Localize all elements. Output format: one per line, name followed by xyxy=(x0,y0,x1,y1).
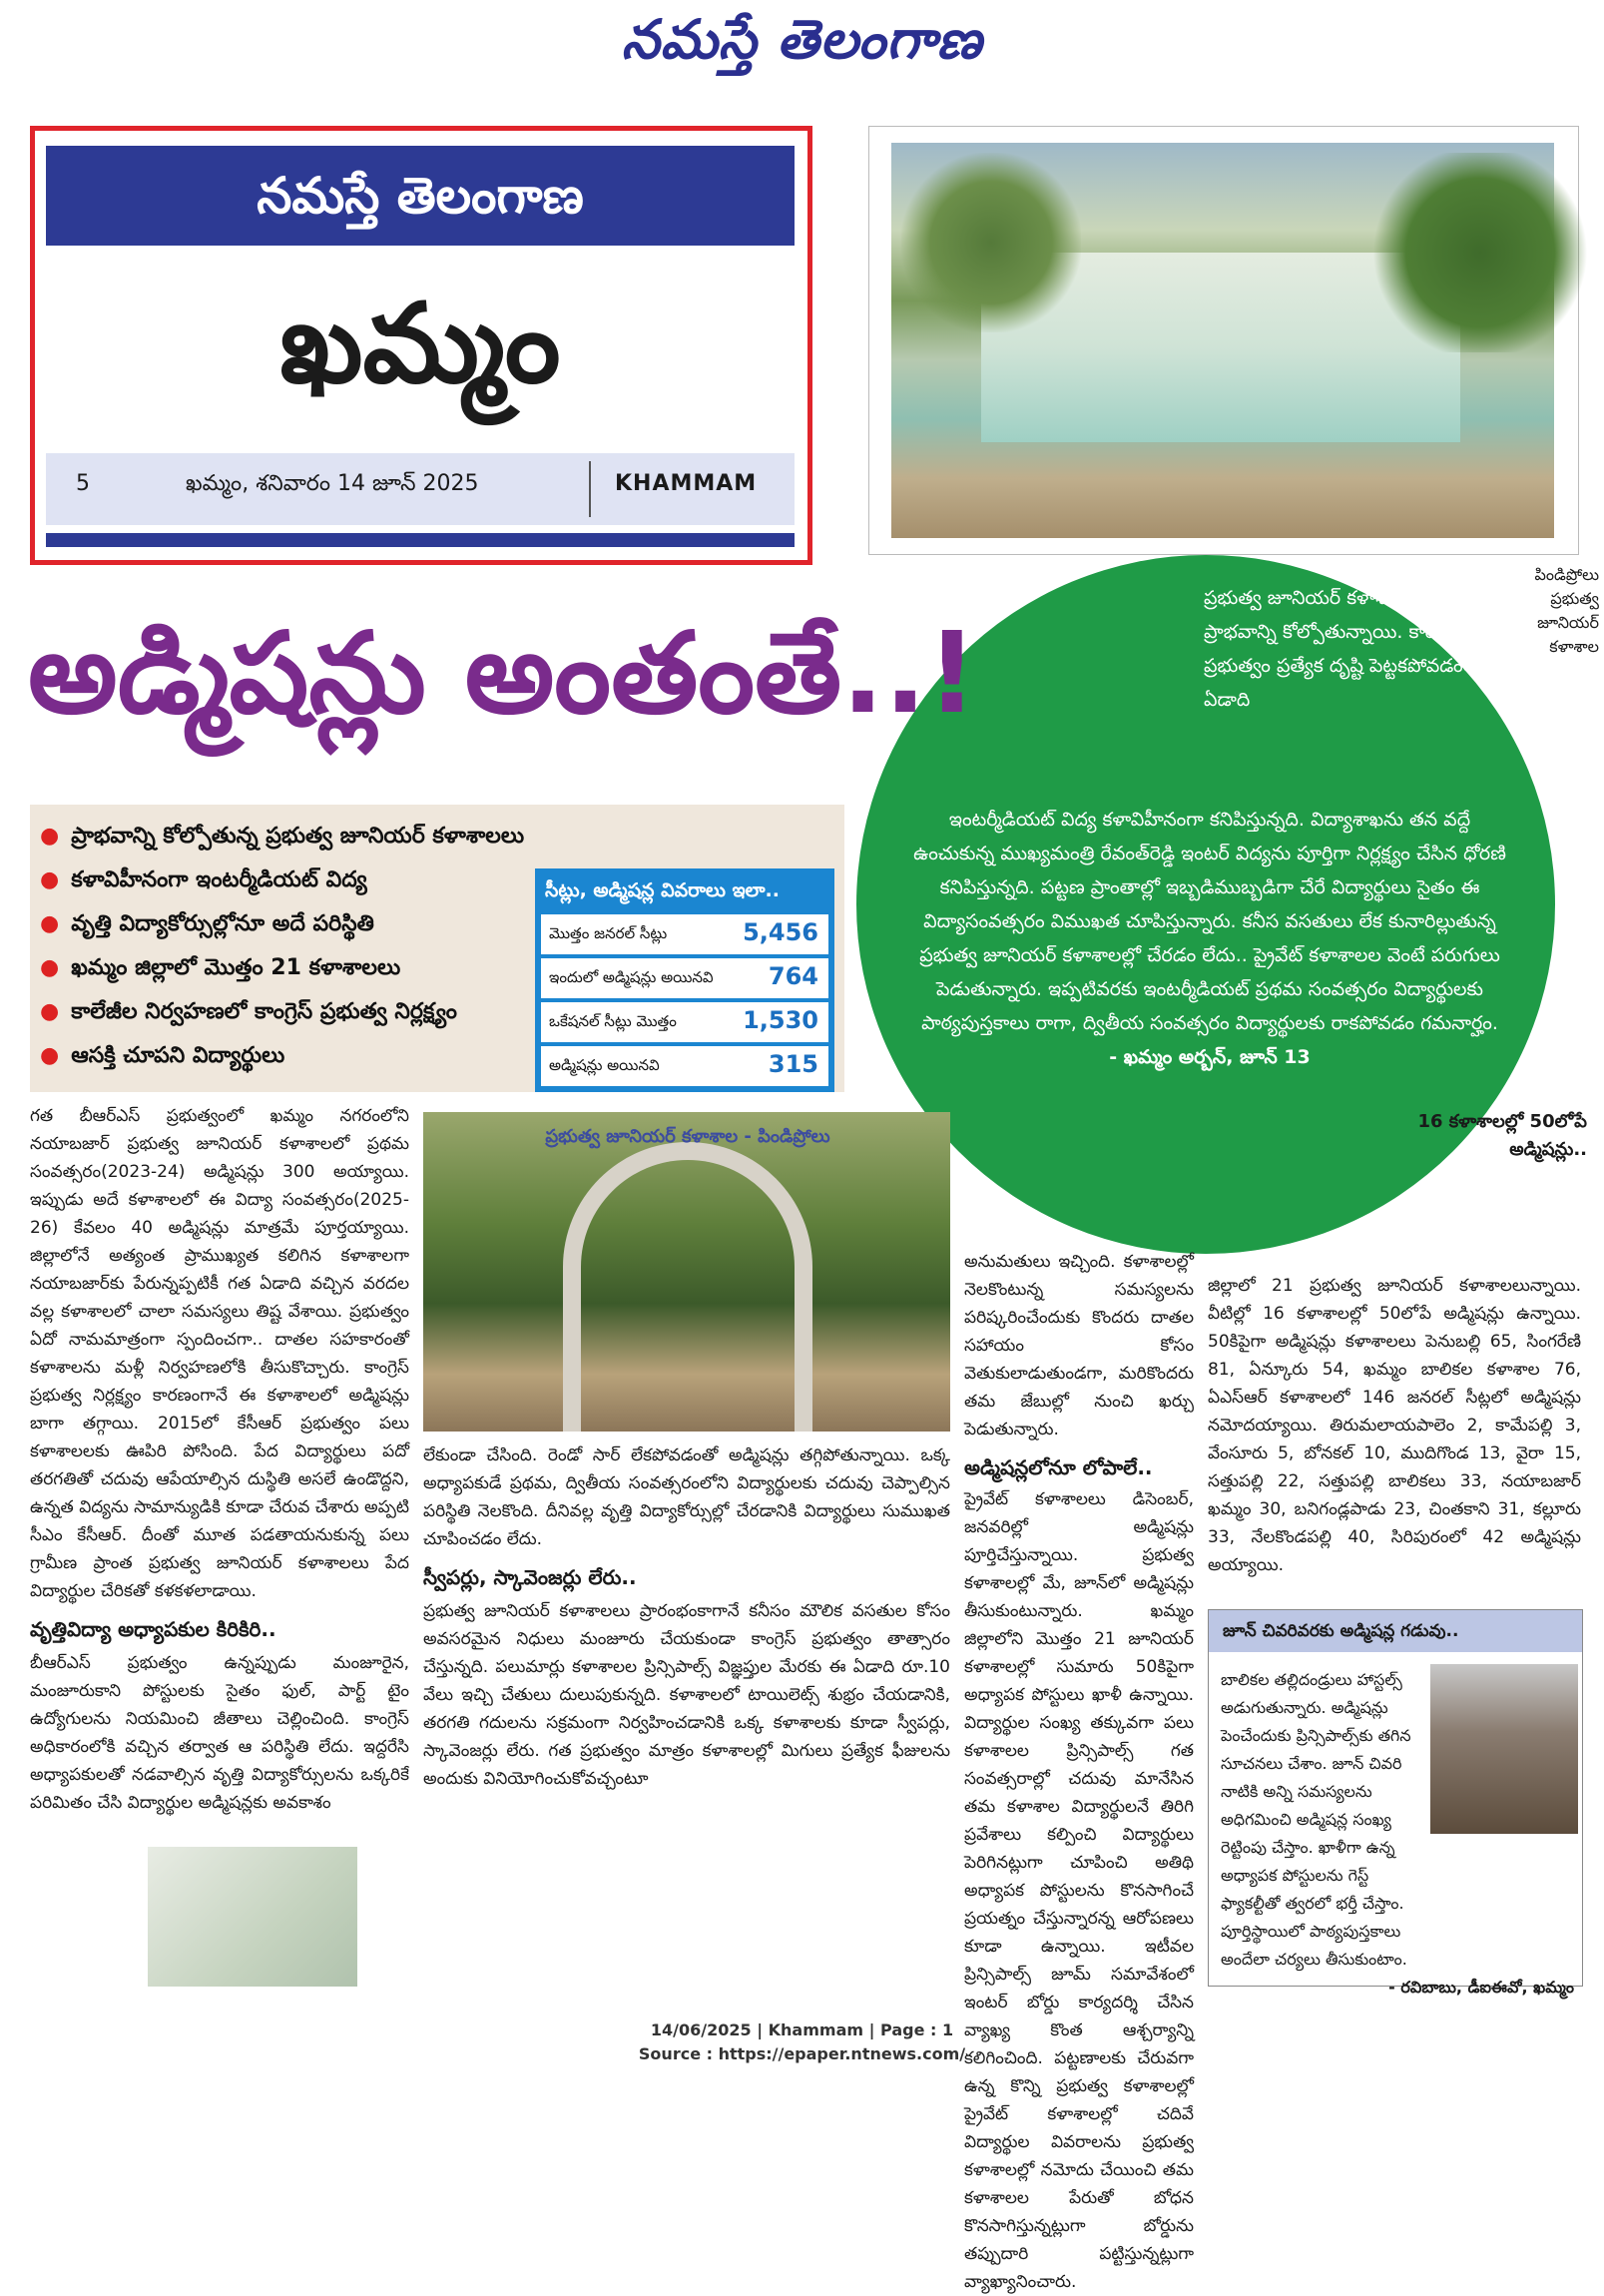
bullet-icon: ● xyxy=(40,999,60,1024)
brand-banner: నమస్తే తెలంగాణ xyxy=(46,146,795,246)
bullet-icon: ● xyxy=(40,911,60,936)
paragraph: జిల్లాలో 21 ప్రభుత్వ జూనియర్ కళాశాలలున్నాయి. వీటిల్లో 16 కళాశాలల్లో 50లోపే అడ్మిషన్లు ఉన్నాయి. 50కిపైగా అడ్మిషన్లు కళాశాలలు పెనుబల్లి 65, సింగరేణి 81, ఏన్కూరు 54, ఖమ్మం బాలికల కళాశాల 76, ఏఎస్‌ఆర్ కళాశాలలో 146 జనరల్ సీట్లలో అడ్మిషన్లు నమోదయ్యాయి. తిరుమలాయపాలెం 2, కామేపల్లి 3, వేంసూరు 5, బోనకల్ 10, ముదిగొండ 13, వైరా 15, సత్తుపల్లి 22, సత్తుపల్లి బాలికలు 33, నయాబజార్ ఖమ్మం 30, బనిగండ్లపాడు 23, చింతకాని 31, కల్లూరు 33, నేలకొండపల్లి 40, సిరిపురంలో 42 అడ్మిషన్లు అయ్యాయి. xyxy=(1208,1276,1581,1575)
seats-label: ఒకేషనల్ సీట్లు మొత్తం xyxy=(549,1012,677,1030)
quote-box-body xyxy=(1221,1666,1574,2002)
tree-shape xyxy=(1370,153,1590,352)
page-footer xyxy=(0,2018,1604,2066)
paragraph: ప్రైవేట్ కళాశాలలు డిసెంబర్, జనవరిల్లో అడ్మిషన్లు పూర్తిచేస్తున్నాయి. ప్రభుత్వ కళాశాలల్లో మే, జూన్‌లో అడ్మిషన్లు తీసుకుంటున్నారు. ఖమ్మం జిల్లాలోని మొత్తం 21 జూనియర్ కళాశాలల్లో సుమారు 50కిపైగా అధ్యాపక పోస్టులు ఖాళీ ఉన్నాయి. విద్యార్థుల సంఖ్య తక్కువగా పలు కళాశాలల ప్రిన్సిపాల్స్ గత సంవత్సరాల్లో చదువు మానేసిన తమ కళాశాల విద్యార్థులనే తిరిగి ప్రవేశాలు కల్పించి విద్యార్థులు పెరిగినట్లుగా చూపించి అతిథి అధ్యాపక పోస్టులను కొనసాగించే ప్రయత్నం చేస్తున్నారన్న ఆరోపణలు కూడా ఉన్నాయి. ఇటీవల ప్రిన్సిపాల్స్ జూమ్ సమావేశంలో ఇంటర్ బోర్డు కార్యదర్శి చేసిన వ్యాఖ్య కొంత ఆశ్చర్యాన్ని కలిగించింది. పట్టణాలకు చేరువగా ఉన్న కొన్ని ప్రభుత్వ కళాశాలల్లో ప్రైవేట్ కళాశాలల్లో చదివే విద్యార్థుల వివరాలను ప్రభుత్వ కళాశాలల్లో నమోదు చేయించి తమ కళాశాలల పేరుతో బోధన కొనసాగిస్తున్నట్లుగా బోర్డును తప్పుదారి పట్టిస్తున్నట్లుగా వ్యాఖ్యానించారు. xyxy=(964,1489,1194,2292)
date-line: ఖమ్మం, శనివారం 14 జూన్ 2025 xyxy=(186,471,479,496)
seats-row xyxy=(541,1046,828,1086)
arch-sign: ప్రభుత్వ జూనియర్ కళాశాల - పిండిప్రోలు xyxy=(545,1126,830,1147)
subheading: వృత్తివిద్యా అధ్యాపకుల కిరికిరి.. xyxy=(30,1617,276,1641)
paragraph: అనుమతులు ఇచ్చింది. కళాశాలల్లో నెలకొంటున్న సమస్యలను పరిష్కరించేందుకు కొందరు దాతల సహాయం కోసం వెతుకులాడుతుండగా, మరికొందరు తమ జేబుల్లో నుంచి ఖర్చు పెడుతున్నారు. xyxy=(964,1252,1194,1439)
footer-date-line: 14/06/2025 | Khammam | Page : 1 xyxy=(650,2020,954,2039)
seats-row xyxy=(541,1002,828,1042)
article-column-4 xyxy=(1208,1272,1581,1579)
highlight-text: ఖమ్మం జిల్లాలో మొత్తం 21 కళాశాలలు xyxy=(71,955,401,980)
article-column-2 xyxy=(423,1441,950,1793)
highlight-text: కళావిహీనంగా ఇంటర్మీడియట్ విద్య xyxy=(71,867,367,892)
highlight-text: ప్రాభవాన్ని కోల్పోతున్న ప్రభుత్వ జూనియర్ కళాశాలలు xyxy=(71,824,525,849)
seats-row xyxy=(541,914,828,954)
quote-byline: - రవిబాబు, డీఐఈవో, ఖమ్మం xyxy=(1388,1978,1574,1997)
highlight-text: వృత్తి విద్యాకోర్సుల్లోనూ అదే పరిస్థితి xyxy=(71,911,374,936)
seats-label: అడ్మిషన్లు అయినవి xyxy=(549,1056,660,1074)
circle-body-text: ఇంటర్మీడియట్ విద్య కళావిహీనంగా కనిపిస్తున్నది. విద్యాశాఖను తన వద్దే ఉంచుకున్న ముఖ్యమంత్రి రేవంత్‌రెడ్డి ఇంటర్ విద్యను పూర్తిగా నిర్లక్ష్యం చేసిన ధోరణి కనిపిస్తున్నది. పట్టణ ప్రాంతాల్లో ఇబ్బడిముబ్బడిగా చేరే విద్యార్థులు సైతం ఈ విద్యాసంవత్సరం విముఖత చూపిస్తున్నారు. కనీస వసతులు లేక కునారిల్లుతున్న ప్రభుత్వ జూనియర్ కళాశాలల్లో చేరడం లేదు.. ప్రైవేట్ కళాశాలల వెంటే పరుగులు పెడుతున్నారు. ఇప్పటివరకు ఇంటర్మీడియట్ ప్రథమ సంవత్సరం విద్యార్థులకు పాఠ్యపుస్తకాలు రాగా, ద్వితీయ సంవత్సరం విద్యార్థులకు రాకపోవడం గమనార్హం. xyxy=(913,809,1506,1034)
seats-value: 5,456 xyxy=(743,918,818,946)
seats-info-box xyxy=(535,868,834,1092)
paragraph: బీఆర్‌ఎస్ ప్రభుత్వం ఉన్నప్పుడు మంజూరైన, మంజూరుకాని పోస్టులకు సైతం ఫుల్, పార్ట్ టైం ఉద్యోగులను నియమించి జీతాలు చెల్లించింది. కాంగ్రెస్ అధికారంలోకి వచ్చిన తర్వాత ఆ పరిస్థితి లేదు. ఇద్దరేసి అధ్యాపకులతో నడవాల్సిన వృత్తి విద్యాకోర్సులను ఒక్కరికే పరిమితం చేసి విద్యార్థుల అడ్మిషన్లకు అవకాశం xyxy=(30,1653,409,1813)
highlight-item xyxy=(40,815,844,859)
footer-source-link[interactable]: Source : https://epaper.ntnews.com/ xyxy=(638,2044,966,2063)
college-gate-photo xyxy=(423,1112,950,1432)
divider xyxy=(589,461,591,517)
highlight-text: కాలేజీల నిర్వహణలో కాంగ్రెస్ ప్రభుత్వ నిర్లక్ష్యం xyxy=(71,999,457,1024)
seats-value: 764 xyxy=(768,962,818,990)
quote-box-title: జూన్ చివరివరకు అడ్మిషన్ల గడువు.. xyxy=(1209,1610,1582,1652)
highlight-text: ఆసక్తి చూపని విద్యార్థులు xyxy=(71,1043,285,1068)
photo-image xyxy=(891,143,1554,538)
quote-text: బాలికల తల్లిదండ్రులు హాస్టల్స్ అడుగుతున్నారు. అడ్మిషన్లు పెంచేందుకు ప్రిన్సిపాల్స్‌కు తగిన సూచనలు చేశాం. జూన్ చివరి నాటికి అన్ని సమస్యలను అధిగమించి అడ్మిషన్ల సంఖ్య రెట్టింపు చేస్తాం. ఖాళీగా ఉన్న అధ్యాపక పోస్టులను గెస్ట్ ఫ్యాకల్టీతో త్వరలో భర్తీ చేస్తాం. పూర్తిస్థాయిలో పాఠ్యపుస్తకాలు అందేలా చర్యలు తీసుకుంటాం. xyxy=(1221,1670,1411,1969)
college-building-photo xyxy=(868,126,1579,555)
circle-byline: - ఖమ్మం అర్బన్, జూన్ 13 xyxy=(1109,1046,1311,1068)
page-number: 5 xyxy=(76,471,90,496)
paragraph: లేకుండా చేసింది. రెండో సార్ లేకపోవడంతో అడ్మిషన్లు తగ్గిపోతున్నాయి. ఒక్క అధ్యాపకుడే ప్రథమ, ద్వితీయ సంవత్సరంలోని విద్యార్థులకు చదువు చెప్పాల్సిన పరిస్థితి నెలకొంది. దీనివల్ల వృత్తి విద్యాకోర్సుల్లో చేరడానికి విద్యార్థులు సుముఖత చూపించడం లేదు. xyxy=(423,1445,950,1549)
seats-value: 1,530 xyxy=(743,1006,818,1034)
edition-city: ఖమ్మం xyxy=(279,280,561,407)
article-column-3 xyxy=(964,1248,1194,1481)
side-callout: 16 కళాశాలల్లో 50లోపే అడ్మిషన్లు.. xyxy=(1417,1111,1587,1160)
bullet-icon: ● xyxy=(40,955,60,980)
bullet-icon: ● xyxy=(40,824,60,849)
seats-title: సీట్లు, అడ్మిషన్ల వివరాలు ఇలా.. xyxy=(535,868,834,912)
subheading: స్వీపర్లు, స్కావెంజర్లు లేరు.. xyxy=(423,1565,637,1589)
paragraph: ప్రభుత్వ జూనియర్ కళాశాలలు ప్రారంభంకాగానే కనీసం మౌలిక వసతుల కోసం అవసరమైన నిధులు మంజూరు చేయకుండా కాంగ్రెస్ ప్రభుత్వం తాత్సారం చేస్తున్నది. పలుమార్లు కళాశాలల ప్రిన్సిపాల్స్ విజ్ఞప్తుల మేరకు ఈ ఏడాది రూ.10 వేలు ఇచ్చి చేతులు దులుపుకున్నది. కళాశాలలో టాయిలెట్స్ శుభ్రం చేయడానికి, తరగతి గదులను సక్రమంగా నిర్వహించడానికి ఒక్క కళాశాలకు కూడా స్వీపర్లు, స్కావెంజర్లు లేరు. గత ప్రభుత్వం మాత్రం కళాశాలల్లో మిగులు ప్రత్యేక ఫీజులను అందుకు వినియోగించుకోవచ్చంటూ xyxy=(423,1601,950,1789)
seats-row xyxy=(541,958,828,998)
article-column-3b xyxy=(964,1485,1194,2296)
header-bottom-bar xyxy=(46,533,795,547)
photo-caption: పిండిప్రోలు ప్రభుత్వ జూనియర్ కళాశాల xyxy=(1534,565,1599,656)
building-corner-photo xyxy=(148,1847,357,1987)
seats-label: ఇందులో అడ్మిషన్లు అయినవి xyxy=(549,968,714,986)
gate-arch xyxy=(563,1142,812,1432)
seats-label: మొత్తం జనరల్ సీట్లు xyxy=(549,924,668,942)
edition-name: KHAMMAM xyxy=(615,471,758,496)
masthead-logo: నమస్తే తెలంగాణ xyxy=(621,8,983,71)
headline: అడ్మిషన్లు అంతంతే..! xyxy=(28,609,978,739)
edition-header xyxy=(46,146,795,545)
tree-shape xyxy=(901,153,1081,332)
edition-info-strip xyxy=(46,453,795,525)
seats-value: 315 xyxy=(768,1050,818,1078)
bullet-icon: ● xyxy=(40,867,60,892)
bullet-icon: ● xyxy=(40,1043,60,1068)
paragraph: గత బీఆర్‌ఎస్ ప్రభుత్వంలో ఖమ్మం నగరంలోని నయాబజార్ ప్రభుత్వ జూనియర్ కళాశాలలో ప్రథమ సంవత్సరం(2023-24) అడ్మిషన్లు 300 అయ్యాయి. ఇప్పుడు అదే కళాశాలలో ఈ విద్యా సంవత్సరం(2025-26) కేవలం 40 అడ్మిషన్లు మాత్రమే పూర్తయ్యాయి. జిల్లాలోనే అత్యంత ప్రాముఖ్యత కలిగిన కళాశాలగా నయాబజార్‌కు పేరున్నప్పటికీ గత ఏడాది వచ్చిన వరదల వల్ల కళాశాలలో చాలా సమస్యలు తిష్ట వేశాయి. ప్రభుత్వం ఏదో నామమాత్రంగా స్పందించగా.. దాతల సహకారంతో కళాశాలను మళ్లీ నిర్వహణలోకి తీసుకొచ్చారు. కాంగ్రెస్ ప్రభుత్వ నిర్లక్ష్యం కారణంగానే ఈ కళాశాలలో అడ్మిషన్లు బాగా తగ్గాయి. 2015లో కేసీఆర్ ప్రభుత్వం పలు కళాశాలలకు ఊపిరి పోసింది. పేద విద్యార్థులు పదో తరగతితో చదువు ఆపేయాల్సిన దుస్థితి అసలే ఉండొద్దని, ఉన్నత విద్యను సామాన్యుడికి కూడా చేరువ చేశారు అప్పటి సీఎం కేసీఆర్. దీంతో మూత పడతాయనుకున్న పలు గ్రామీణ ప్రాంత ప్రభుత్వ జూనియర్ కళాశాలలు పేద విద్యార్థుల చేరికతో కళకళలాడాయి. xyxy=(30,1106,409,1601)
circle-intro-text: ప్రభుత్వ జూనియర్ కళాశాలలు నానాటికీ ప్రాభవాన్ని కోల్పోతున్నాయి. కాంగ్రెస్ ప్రభుత్వం ప్రత్యేక దృష్టి పెట్టకపోవడంతో ఈ ఏడాది xyxy=(1204,587,1507,711)
article-column-1 xyxy=(30,1102,409,1817)
subheading: అడ్మిషన్లలోనూ లోపాలే.. xyxy=(964,1455,1153,1479)
official-quote-box xyxy=(1208,1609,1583,1997)
circle-body xyxy=(910,803,1509,1074)
